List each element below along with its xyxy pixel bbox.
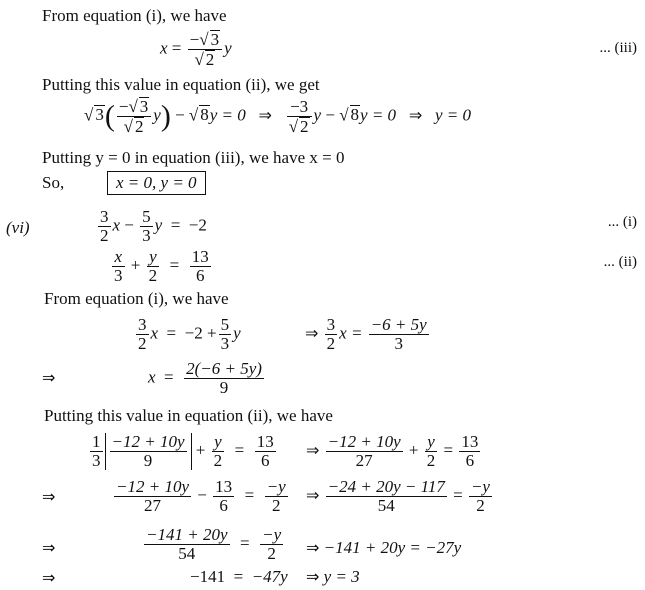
step-a-d3: 2	[326, 334, 336, 353]
step-b-equals: =	[164, 367, 174, 387]
subst2-end: y = 0	[360, 105, 397, 125]
eq-ii-rhs-frac	[190, 248, 211, 285]
eq-iii-lhs: x	[160, 38, 168, 58]
step-f-equals: =	[233, 567, 244, 586]
step-a-rhs: −2 +	[184, 323, 217, 343]
eq-i-d2: 3	[142, 226, 151, 245]
step-e-frac	[144, 526, 230, 563]
arrow-icon: ⇒	[42, 568, 56, 587]
boxed-answer: x = 0, y = 0	[107, 171, 206, 195]
step-b-rd: 9	[184, 378, 264, 397]
subst2-rad-8: 8	[350, 105, 360, 125]
step-c-rhs-frac	[255, 433, 276, 470]
eq-ii-frac-1	[112, 248, 125, 285]
step-d-r-frac	[326, 478, 447, 515]
subst-num-rad: 3	[139, 97, 149, 116]
step-d-rd: 2	[265, 496, 288, 515]
step-a-frac-3	[325, 316, 338, 353]
intro-text-5: Putting this value in equation (ii), we have	[44, 406, 333, 425]
step-d-r-n: −24 + 20y − 117	[327, 477, 445, 496]
step-c-r-n1: −12 + 10y	[327, 432, 401, 451]
arrow-icon: ⇒	[305, 323, 319, 343]
step-f-right-text: y = 3	[323, 567, 360, 586]
step-d-frac-1	[114, 478, 191, 515]
eq-iii-var: y	[224, 38, 232, 58]
step-c-r-equals: =	[443, 440, 454, 460]
step-d-r-d: 54	[326, 496, 447, 515]
arrow-icon: ⇒	[408, 105, 423, 125]
subst2-minus: −	[325, 105, 340, 125]
step-e-rhs-frac	[260, 526, 283, 563]
step-a-rhs-frac	[369, 316, 429, 353]
step-c	[88, 433, 278, 470]
step-c-r-yd: 2	[426, 451, 436, 470]
eq-i-v1: x	[112, 215, 121, 235]
step-c-yn: y	[214, 432, 222, 451]
step-c-r-plus: +	[408, 440, 419, 460]
step-a-rd: 3	[369, 334, 429, 353]
substitution-line: √ 3( $\frac{-√ 3}{√ 2}$ y) − √ 8y = 0 ⇒ $\frac{-3}{√ 2}$ y − √ 8y = 0 ⇒ y = 0	[84, 96, 471, 136]
subst-rad-3: 3	[95, 105, 104, 125]
step-e-right	[306, 538, 461, 558]
step-c-y-frac	[212, 433, 225, 470]
step-e	[142, 526, 285, 563]
eq-i-v2: y	[154, 215, 163, 235]
step-d-r-rn: −y	[470, 477, 490, 496]
step-c-r-d1: 27	[326, 451, 403, 470]
eq-i-n2: 5	[142, 207, 151, 226]
tag-i: ... (i)	[607, 214, 637, 230]
step-e-n: −141 + 20y	[146, 525, 228, 544]
step-c-yd: 2	[213, 451, 223, 470]
eq-ii-frac-2	[147, 248, 160, 285]
step-d-rhs-frac	[265, 478, 288, 515]
eq-i-rhs: −2	[188, 215, 207, 235]
arrow-icon: ⇒	[306, 440, 320, 460]
arrow-icon: ⇒	[306, 567, 320, 586]
subst2-num: −3	[290, 96, 309, 116]
step-b	[148, 360, 266, 397]
step-c-frac-1	[90, 433, 103, 470]
step-a-frac-2	[219, 316, 232, 353]
step-c-r-rn: 13	[461, 432, 479, 451]
step-c-r-y-frac	[425, 433, 438, 470]
intro-text-4: From equation (i), we have	[44, 289, 229, 308]
intro-text-2: Putting this value in equation (ii), we get	[42, 75, 320, 94]
step-e-rd: 2	[260, 544, 283, 563]
arrow-b	[42, 368, 55, 388]
eq-ii-equals: =	[169, 255, 180, 275]
step-e-right-text: −141 + 20y = −27y	[323, 538, 462, 557]
step-e-d: 54	[144, 544, 230, 563]
step-c-in-d: 9	[110, 451, 187, 470]
step-c-bracket	[105, 433, 192, 470]
eq-iii-den-radicand: 2	[205, 50, 215, 69]
arrow-icon: ⇒	[42, 368, 56, 387]
arrow-icon: ⇒	[42, 538, 56, 557]
eq-ii-n1: x	[114, 247, 123, 266]
subst2-var: y	[313, 105, 322, 125]
arrow-d	[42, 487, 55, 507]
step-a	[134, 316, 241, 353]
step-d-n2: 13	[215, 477, 233, 496]
intro-text-3: Putting y = 0 in equation (iii), we have x = 0	[42, 148, 345, 167]
subst-end-1: y = 0	[209, 105, 246, 125]
subst-var-1: y	[153, 105, 161, 125]
step-d-equals: =	[244, 485, 255, 505]
step-a-n3: 3	[326, 315, 336, 334]
step-a-frac-1	[136, 316, 149, 353]
step-c-rn: 13	[256, 432, 274, 451]
step-c-d1: 3	[92, 451, 101, 470]
step-d-n1: −12 + 10y	[116, 477, 189, 496]
eq-i-n1: 3	[100, 207, 109, 226]
subst-minus-1: −	[175, 105, 189, 125]
step-c-in-n: −12 + 10y	[111, 432, 185, 451]
step-d-d2: 6	[213, 496, 234, 515]
step-b-frac	[184, 360, 264, 397]
equation-i	[96, 208, 207, 245]
so-label: So,	[42, 173, 65, 192]
subst-den-rad: 2	[134, 117, 144, 136]
step-f-lhs: −141	[190, 567, 226, 586]
step-d-minus: −	[197, 485, 207, 505]
step-c-r-frac-1	[326, 433, 403, 470]
arrow-f	[42, 568, 55, 588]
step-d-rn: −y	[266, 477, 286, 496]
step-a-equals: =	[166, 323, 177, 343]
step-d-frac-2	[213, 478, 234, 515]
step-b-lhs: x	[148, 367, 156, 387]
equation-iii	[160, 30, 232, 69]
step-d	[112, 478, 290, 515]
intro-text-1: From equation (i), we have	[42, 6, 227, 25]
step-f	[190, 567, 288, 587]
tag-iii: ... (iii)	[599, 40, 637, 56]
subst-fraction-2: $\frac{-3}{√ 2}$	[287, 98, 312, 136]
step-c-equals: =	[234, 440, 245, 460]
eq-ii-rd: 6	[190, 266, 211, 285]
step-c-inner-frac	[110, 433, 187, 470]
eq-iii-fraction: $\frac{-√ 3}{√ 2}$	[188, 30, 222, 69]
step-c-r-rd: 6	[459, 451, 480, 470]
eq-i-op: −	[124, 215, 134, 235]
arrow-icon: ⇒	[306, 538, 320, 557]
step-e-rn: −y	[262, 525, 282, 544]
subst-result: y = 0	[434, 105, 471, 125]
step-a-d1: 2	[138, 334, 147, 353]
eq-i-frac-2	[140, 208, 153, 245]
boxed-answer-wrap	[107, 171, 206, 195]
tag-ii: ... (ii)	[603, 254, 637, 270]
arrow-icon: ⇒	[258, 105, 272, 125]
arrow-icon: ⇒	[306, 485, 320, 505]
subst-rad-8: 8	[200, 105, 209, 125]
subst2-den-rad: 2	[300, 116, 309, 136]
eq-i-d1: 2	[100, 226, 109, 245]
step-c-rd: 6	[255, 451, 276, 470]
eq-iii-num-radicand: 3	[210, 30, 220, 49]
subst-num-sign: −	[118, 97, 129, 116]
step-d-d1: 27	[114, 496, 191, 515]
step-f-right	[306, 567, 360, 587]
step-d-r-equals: =	[453, 485, 463, 505]
step-a-right	[305, 316, 431, 353]
eq-ii-op: +	[130, 255, 141, 275]
eq-ii-d1: 3	[114, 266, 123, 285]
step-b-rn: 2(−6 + 5y)	[186, 359, 262, 378]
eq-ii-n2: y	[149, 247, 157, 266]
step-a-n2: 5	[220, 315, 230, 334]
step-e-equals: =	[240, 533, 250, 553]
step-a-v2: y	[233, 323, 241, 343]
step-a-n1: 3	[138, 315, 147, 334]
eq-iii-num-sign: −	[189, 30, 200, 49]
arrow-e	[42, 538, 55, 558]
eq-ii-d2: 2	[148, 266, 158, 285]
step-c-r-rhs-frac	[459, 433, 480, 470]
eq-ii-rn: 13	[191, 247, 209, 266]
step-f-rhs: −47y	[251, 567, 288, 586]
step-c-r-yn: y	[427, 432, 435, 451]
part-label: (vi)	[6, 218, 30, 237]
step-d-r-rd: 2	[469, 496, 492, 515]
step-d-right	[306, 478, 494, 515]
step-a-v3: x =	[339, 323, 363, 343]
eq-i-frac-1	[98, 208, 111, 245]
arrow-icon: ⇒	[42, 487, 56, 506]
step-a-rn: −6 + 5y	[370, 315, 427, 334]
step-a-d2: 3	[220, 334, 230, 353]
step-d-r-rhs-frac	[469, 478, 492, 515]
step-c-plus: +	[195, 440, 206, 460]
equation-ii	[110, 248, 213, 285]
eq-iii-equals: =	[171, 38, 182, 58]
subst-fraction-1: $\frac{-√ 3}{√ 2}$	[117, 97, 151, 136]
step-c-right	[306, 433, 482, 470]
eq-i-equals: =	[170, 215, 181, 235]
step-a-v1: x	[150, 323, 159, 343]
step-c-n1: 1	[92, 432, 101, 451]
